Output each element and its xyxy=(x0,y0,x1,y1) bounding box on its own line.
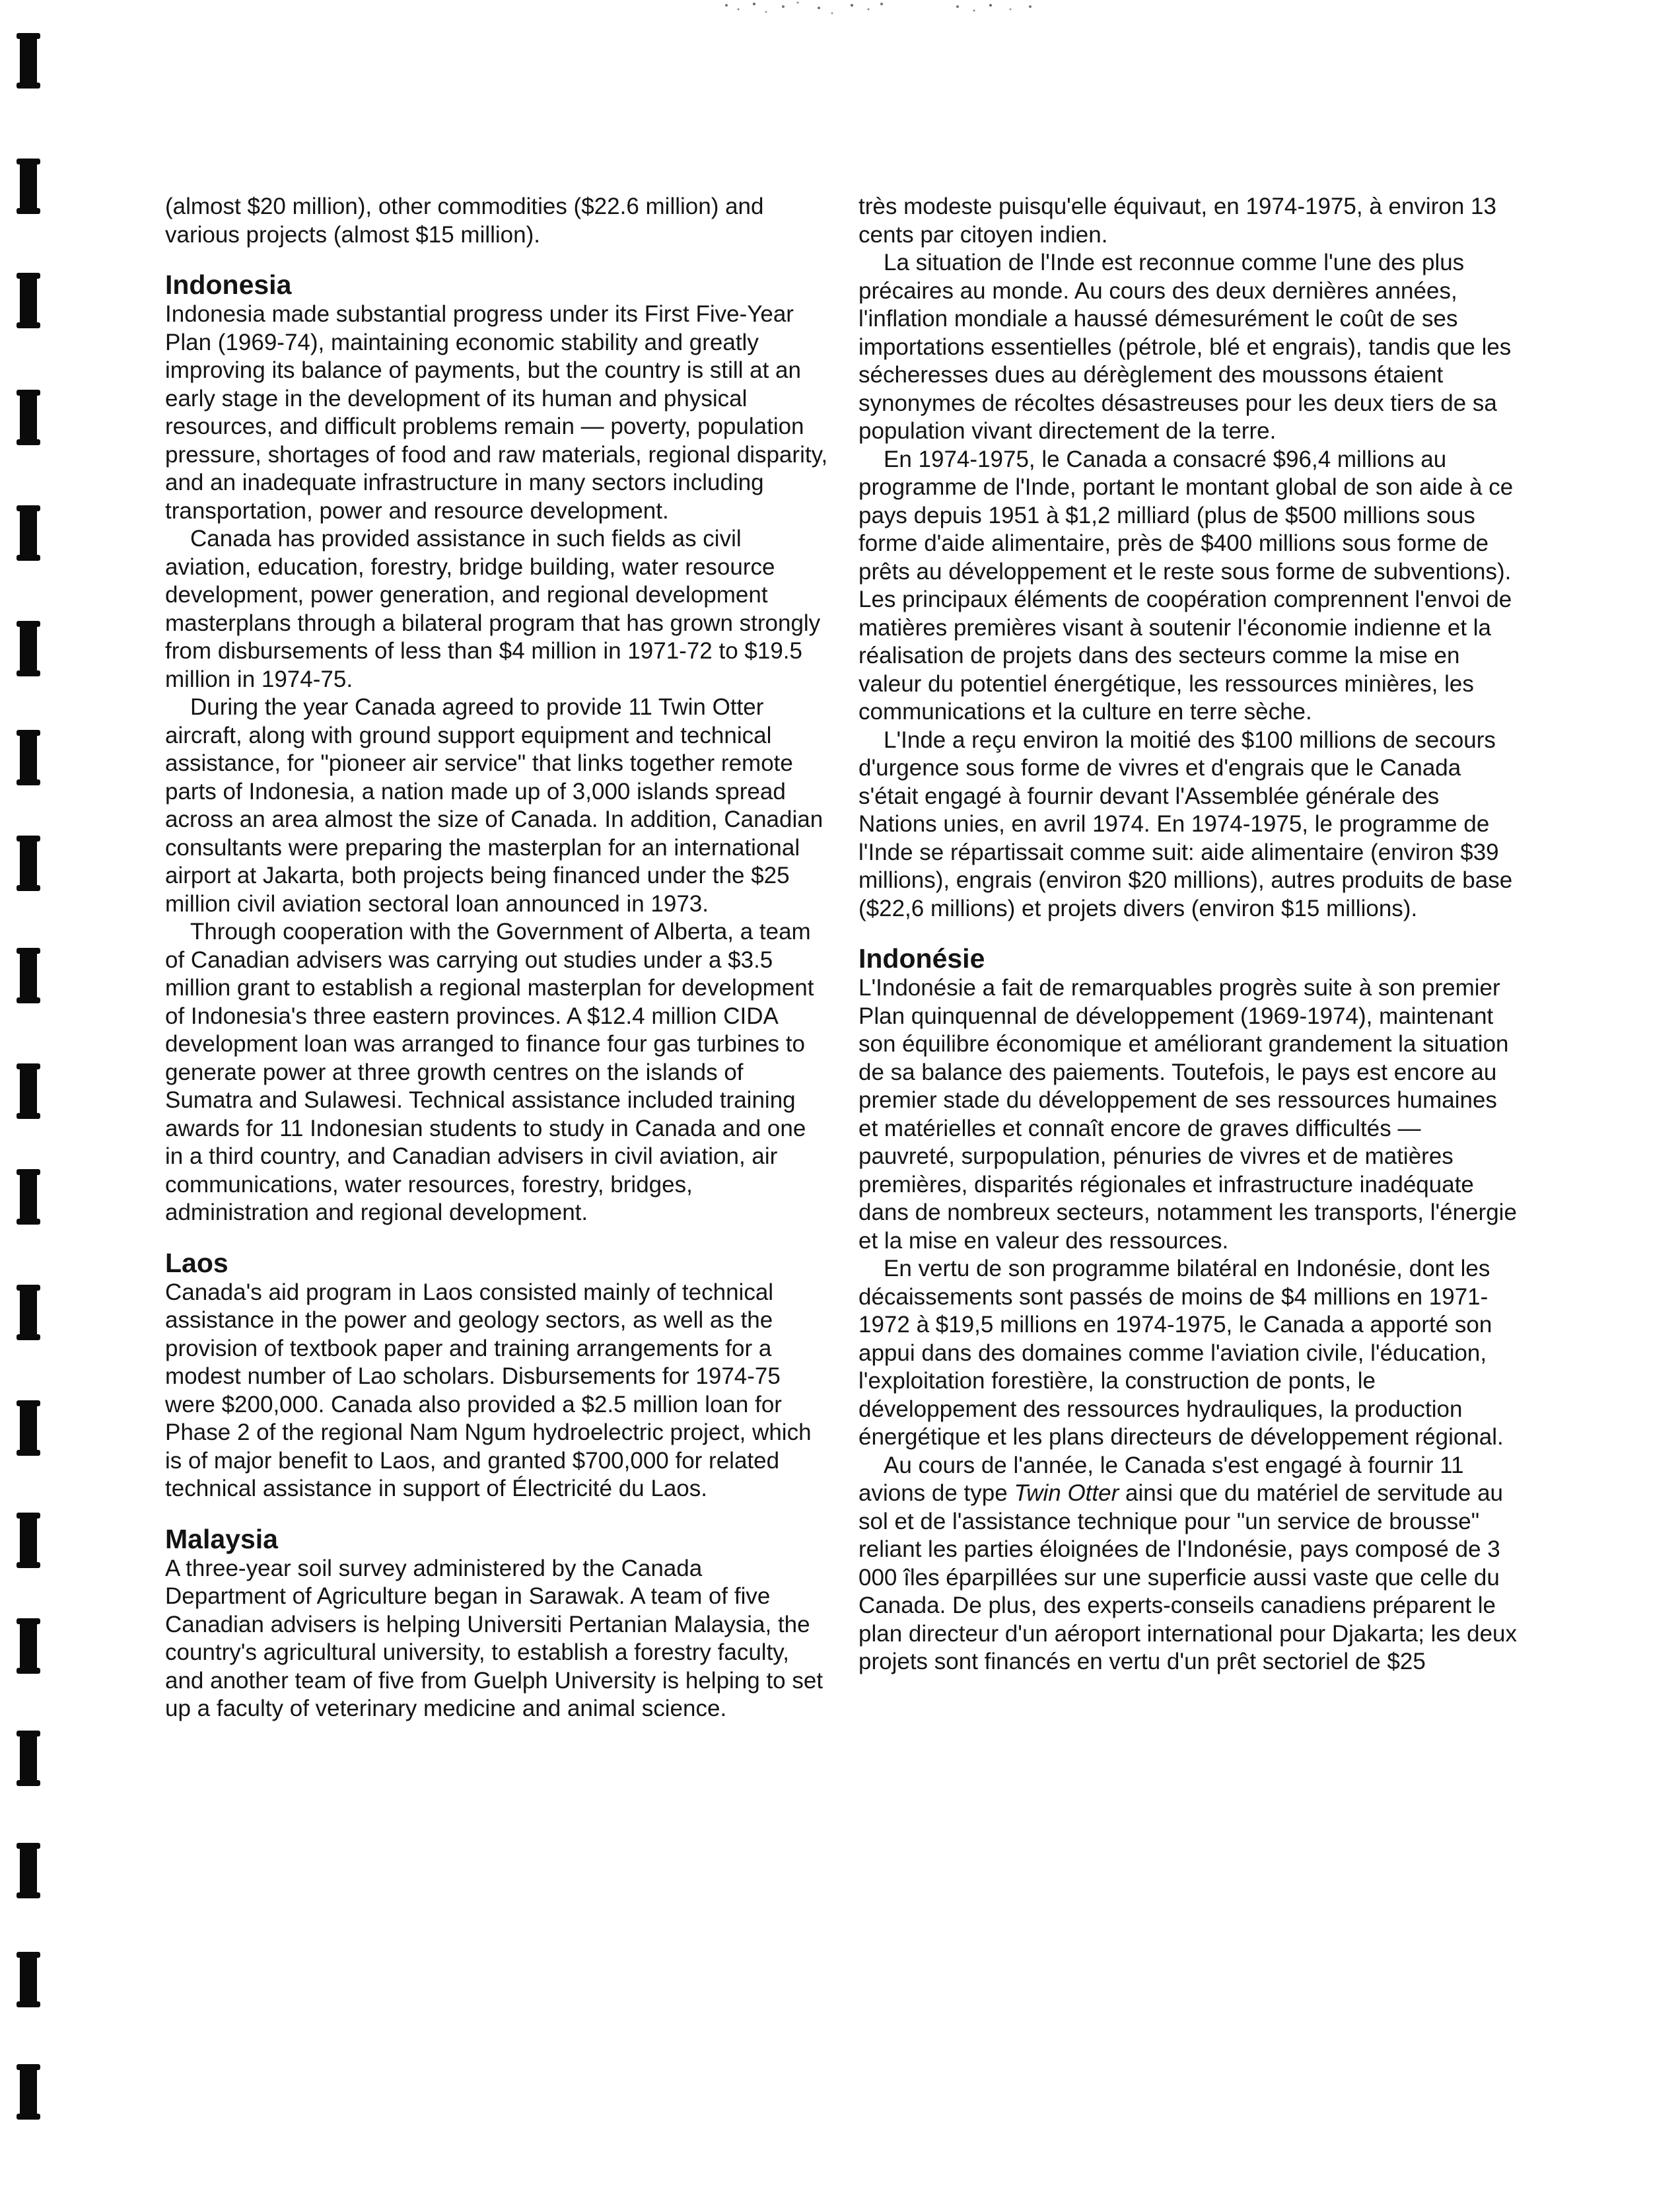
section-heading: Indonésie xyxy=(858,943,985,974)
binder-hole-strip xyxy=(16,0,42,2185)
paragraph: La situation de l'Inde est reconnue comme l'une des plus précaires au monde. Au cours des deux dernières années, l'inflation mondiale a haussé démesurément le coût de ses importations essentielles (pétrole, blé et engrais), tandis que les sécheresses dues au dérèglement des moussons étaient synonymes de récoltes désastreuses pour les deux tiers de sa population vivant directement de la terre. xyxy=(858,250,1512,444)
binder-hole xyxy=(20,621,37,676)
section-heading: Laos xyxy=(165,1247,228,1278)
paragraph: L'Indonésie a fait de remarquables progrès suite à son premier Plan quinquennal de développement (1969-1974), maintenant son équilibre économique et améliorant grandement la situation de sa balance des paiements. Toutefois, le pays est encore au premier stade du développement de ses ressources humaines et matérielles et connaît encore de graves difficultés — pauvreté, surpopulation, pénuries de vivres et de matières premières, disparités régionales et infrastructure inadéquate dans de nombreux secteurs, notamment les transports, l'énergie et la mise en valeur des ressources. xyxy=(858,975,1517,1254)
binder-hole xyxy=(20,1169,37,1225)
paragraph: Canada has provided assistance in such fields as civil aviation, education, forestry, bridge building, water resource development, power generation, and regional development masterplans through a bilateral program that has grown strongly from disbursements of less than $4 million in 1971-72 to $19.5 million in 1974-75. xyxy=(165,526,821,692)
binder-hole xyxy=(20,159,37,214)
section-malaysia xyxy=(165,1524,829,1723)
binder-hole xyxy=(20,33,37,89)
aircraft-name: Twin Otter xyxy=(1014,1480,1119,1506)
section-laos xyxy=(165,1248,829,1503)
paragraph-text: Au cours de l'année, le Canada s'est engagé à fournir 11 avions de type xyxy=(858,1452,1464,1506)
continued-paragraph: (almost $20 million), other commodities ($22.6 million) and various projects (almost $15 million). xyxy=(165,194,764,248)
binder-hole xyxy=(20,2064,37,2120)
binder-hole xyxy=(20,1952,37,2007)
binder-hole xyxy=(20,390,37,445)
binder-hole xyxy=(20,948,37,1003)
binder-hole xyxy=(20,836,37,891)
paragraph-text: ainsi que du matériel de servitude au sol et de l'assistance technique pour "un service de brousse" reliant les parties éloignées de l'Indonésie, pays composé de 3 000 îles éparpillées sur une superficie aussi vaste que celle du Canada. De plus, des experts-conseils canadiens préparent le plan directeur d'un aéroport international pour Djakarta; les deux projets sont financés en vertu d'un prêt sectoriel de $25 xyxy=(858,1480,1518,1674)
section-heading: Indonesia xyxy=(165,269,292,300)
continued-paragraph: très modeste puisqu'elle équivaut, en 1974-1975, à environ 13 cents par citoyen indien. xyxy=(858,194,1496,248)
english-column xyxy=(165,193,829,1723)
section-heading: Malaysia xyxy=(165,1523,278,1554)
scan-noise xyxy=(951,0,1043,20)
paragraph: L'Inde a reçu environ la moitié des $100 millions de secours d'urgence sous forme de vivres et d'engrais que le Canada s'était engagé à fournir devant l'Assemblée générale des Nations unies, en avril 1974. En 1974-1975, le programme de l'Inde se répartissait comme suit: aide alimentaire (environ $39 millions), engrais (environ $20 millions), autres produits de base ($22,6 millions) et projets divers (environ $15 millions). xyxy=(858,727,1513,921)
paragraph: Through cooperation with the Government of Alberta, a team of Canadian advisers was carrying out studies under a $3.5 million grant to establish a regional masterplan for development of Indonesia's three eastern provinces. A $12.4 million CIDA development loan was arranged to finance four gas turbines to generate power at three growth centres on the islands of Sumatra and Sulawesi. Technical assistance included training awards for 11 Indonesian students to study in Canada and one in a third country, and Canadian advisers in civil aviation, air communications, water resources, forestry, bridges, administration and regional development. xyxy=(165,919,814,1225)
paragraph: Canada's aid program in Laos consisted mainly of technical assistance in the power and geology sectors, as well as the provision of textbook paper and training arrangements for a modest number of Lao scholars. Disbursements for 1974-75 were $200,000. Canada also provided a $2.5 million loan for Phase 2 of the regional Nam Ngum hydroelectric project, which is of major benefit to Laos, and granted $700,000 for related technical assistance in support of Électricité du Laos. xyxy=(165,1279,812,1501)
french-column xyxy=(858,193,1522,1676)
binder-hole xyxy=(20,1731,37,1786)
paragraph: A three-year soil survey administered by the Canada Department of Agriculture began in Sarawak. A team of five Canadian advisers is helping Universiti Pertanian Malaysia, the country's agricultural university, to establish a forestry faculty, and another team of five from Guelph University is helping to set up a faculty of veterinary medicine and animal science. xyxy=(165,1555,823,1721)
binder-hole xyxy=(20,505,37,561)
binder-hole xyxy=(20,1513,37,1568)
paragraph: En 1974-1975, le Canada a consacré $96,4 millions au programme de l'Inde, portant le montant global de son aide à ce pays depuis 1951 à $1,2 milliard (plus de $500 millions sous forme d'aide alimentaire, près de $400 millions sous forme de prêts au développement et le reste sous forme de subventions). Les principaux éléments de coopération comprennent l'envoi de matières premières visant à soutenir l'économie indienne et la réalisation de projets dans des secteurs comme la mise en valeur du potentiel énergétique, les ressources minières, les communications et la culture en terre sèche. xyxy=(858,446,1514,725)
binder-hole xyxy=(20,273,37,328)
section-indonesie xyxy=(858,944,1522,1676)
paragraph: Indonesia made substantial progress under its First Five-Year Plan (1969-74), maintaining economic stability and greatly improving its balance of payments, but the country is still at an early stage in the development of its human and physical resources, and difficult problems remain — poverty, population pressure, shortages of food and raw materials, regional disparity, and an inadequate infrastructure in many sectors including transportation, power and resource development. xyxy=(165,301,828,524)
binder-hole xyxy=(20,1285,37,1340)
paragraph: During the year Canada agreed to provide 11 Twin Otter aircraft, along with ground support equipment and technical assistance, for "pioneer air service" that links together remote parts of Indonesia, a nation made up of 3,000 islands spread across an area almost the size of Canada. In addition, Canadian consultants were preparing the masterplan for an international airport at Jakarta, both projects being financed under the $25 million civil aviation sectoral loan announced in 1973. xyxy=(165,694,823,917)
binder-hole xyxy=(20,1400,37,1456)
binder-hole xyxy=(20,730,37,785)
scan-noise xyxy=(720,0,892,20)
binder-hole xyxy=(20,1843,37,1898)
section-indonesia xyxy=(165,270,829,1227)
binder-hole xyxy=(20,1063,37,1119)
binder-hole xyxy=(20,1618,37,1674)
paragraph xyxy=(858,1452,1522,1676)
paragraph: En vertu de son programme bilatéral en Indonésie, dont les décaissements sont passés de moins de $4 millions en 1971-1972 à $19,5 millions en 1974-1975, le Canada a apporté son appui dans des domaines comme l'aviation civile, l'éducation, l'exploitation forestière, la construction de ponts, le développement des ressources hydrauliques, la production énergétique et les plans directeurs de développement régional. xyxy=(858,1256,1504,1450)
